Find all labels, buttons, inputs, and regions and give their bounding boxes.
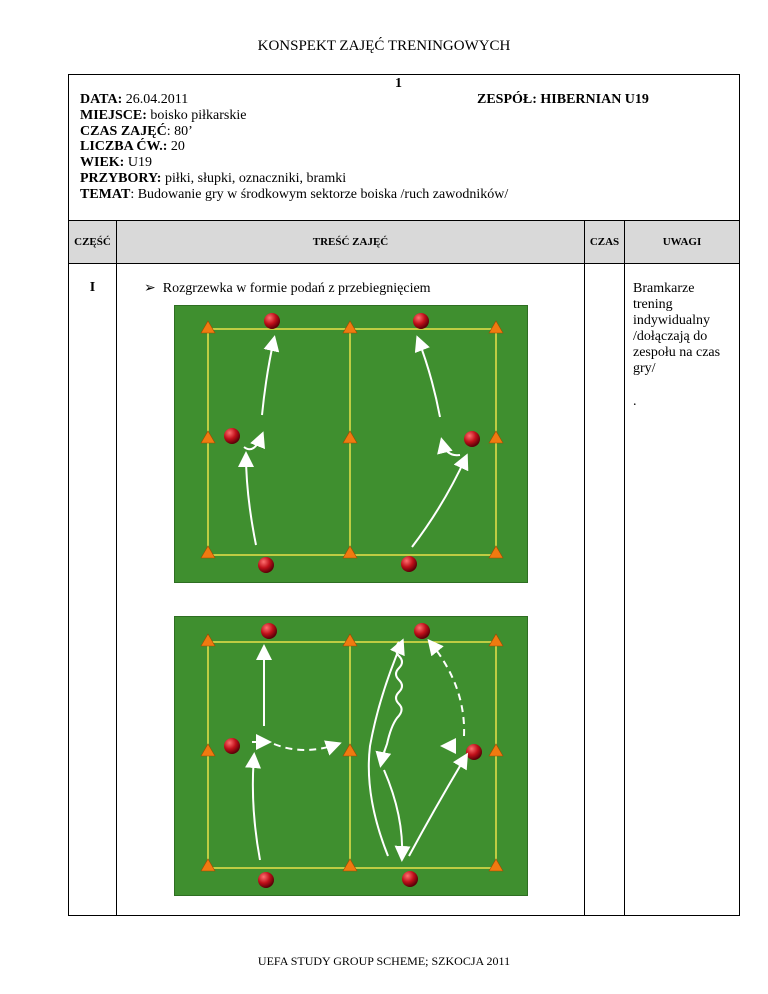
place-line: MIEJSCE: boisko piłkarskie	[80, 107, 247, 123]
age-line: WIEK: U19	[80, 155, 152, 171]
duration-line: CZAS ZAJĘĆ: 80’	[80, 123, 193, 139]
drill-diagram-1	[174, 305, 528, 583]
page-header: KONSPEKT ZAJĘĆ TRENINGOWYCH	[257, 38, 511, 54]
session-number: 1	[395, 76, 402, 91]
header-part: CZĘŚĆ	[74, 236, 111, 248]
exercises-line: LICZBA ĆW.: 20	[80, 139, 185, 155]
session-info	[80, 92, 508, 203]
header-time: CZAS	[589, 236, 620, 248]
arrow-bullet-icon: ➢	[144, 281, 156, 296]
content-bullet	[144, 280, 431, 297]
date-line: DATA: 26.04.2011	[80, 92, 189, 107]
page-footer: UEFA STUDY GROUP SCHEME; SZKOCJA 2011	[257, 954, 511, 968]
part-number: I	[89, 280, 96, 295]
header-notes: UWAGI	[662, 236, 702, 248]
content-text: Rozgrzewka w formie podań z przebiegnięciem	[162, 281, 431, 296]
header-content: TREŚĆ ZAJĘĆ	[312, 236, 389, 248]
topic-line: TEMAT: Budowanie gry w środkowym sektorze boiska /ruch zawodników/	[80, 186, 509, 202]
equipment-line: PRZYBORY: piłki, słupki, oznaczniki, bramki	[80, 170, 347, 186]
drill-diagram-2	[174, 616, 528, 896]
notes-cell: Bramkarze trening indywidualny /dołączają do zespołu na czas gry/ .	[633, 281, 721, 409]
team-line: ZESPÓŁ: HIBERNIAN U19	[477, 92, 649, 107]
